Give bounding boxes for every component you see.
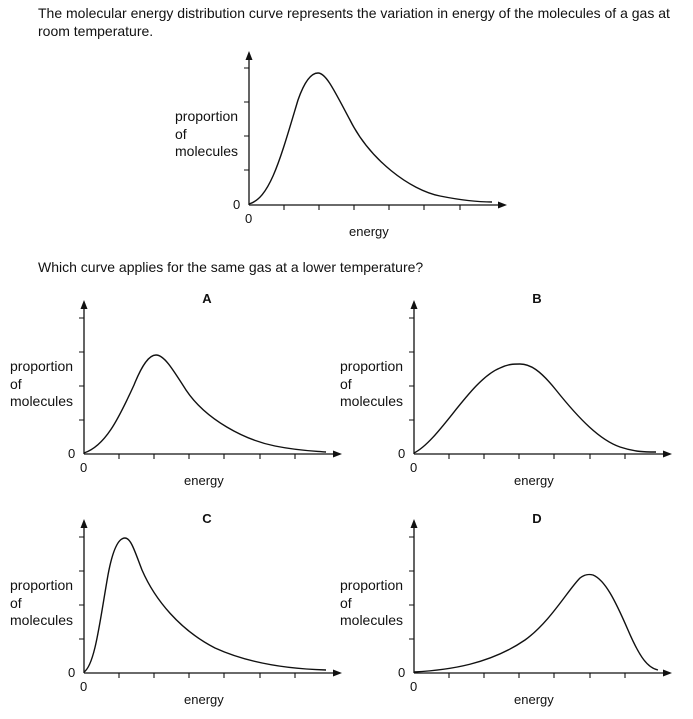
y-axis-label	[175, 108, 238, 161]
y-axis-label-line: of	[340, 594, 352, 611]
y-axis-label-line: of	[175, 125, 187, 142]
y-axis-label-line: molecules	[175, 143, 239, 159]
x-axis-label: energy	[349, 224, 389, 239]
option-a-label: A	[202, 291, 212, 306]
y-origin-label: 0	[233, 197, 241, 212]
y-axis-label-line: molecules	[340, 393, 404, 409]
x-origin-label: 0	[410, 679, 418, 694]
x-origin-label: 0	[245, 211, 253, 226]
y-axis-label-line: of	[340, 375, 352, 392]
y-origin-label: 0	[398, 665, 406, 680]
x-axis-label: energy	[514, 473, 554, 488]
y-axis-label-line: proportion	[10, 577, 74, 593]
option-d-graph	[400, 518, 680, 683]
x-ticks	[284, 205, 460, 210]
y-ticks	[244, 68, 249, 170]
option-a-graph	[70, 298, 350, 463]
x-origin-label: 0	[80, 679, 88, 694]
y-axis-label	[340, 577, 403, 630]
y-axis-label-line: proportion	[175, 108, 239, 124]
y-axis-label-line: proportion	[340, 358, 404, 374]
y-axis-label-line: molecules	[10, 393, 74, 409]
option-c-curve	[84, 538, 326, 672]
reference-distribution-curve	[249, 73, 492, 204]
question-prompt: Which curve applies for the same gas at a lower temperature?	[38, 259, 424, 275]
option-d-curve	[414, 574, 658, 672]
y-origin-label: 0	[68, 446, 76, 461]
x-origin-label: 0	[80, 460, 88, 475]
y-axis-label	[10, 358, 73, 411]
y-axis-arrow	[246, 51, 253, 60]
x-origin-label: 0	[410, 460, 418, 475]
y-origin-label: 0	[398, 446, 406, 461]
question-stem: The molecular energy distribution curve represents the variation in energy of the molecules of a gas at room temperature.	[38, 5, 670, 39]
x-axis-label: energy	[184, 692, 224, 707]
y-axis-label-line: of	[10, 594, 22, 611]
option-a-curve	[84, 355, 326, 453]
option-b-label: B	[532, 291, 542, 306]
option-b-graph	[400, 298, 680, 463]
option-c-graph	[70, 518, 350, 683]
y-axis-label	[340, 358, 403, 411]
y-origin-label: 0	[68, 665, 76, 680]
x-axis-label: energy	[514, 692, 554, 707]
option-b-curve	[414, 364, 656, 453]
y-axis-label-line: molecules	[340, 612, 404, 628]
reference-graph	[235, 50, 515, 215]
option-c-label: C	[202, 511, 212, 526]
x-axis-label: energy	[184, 473, 224, 488]
y-axis-label	[10, 577, 73, 630]
y-axis-label-line: molecules	[10, 612, 74, 628]
x-axis-arrow	[498, 202, 507, 209]
y-axis-label-line: of	[10, 375, 22, 392]
y-axis-label-line: proportion	[10, 358, 74, 374]
option-d-label: D	[532, 511, 542, 526]
y-axis-label-line: proportion	[340, 577, 404, 593]
